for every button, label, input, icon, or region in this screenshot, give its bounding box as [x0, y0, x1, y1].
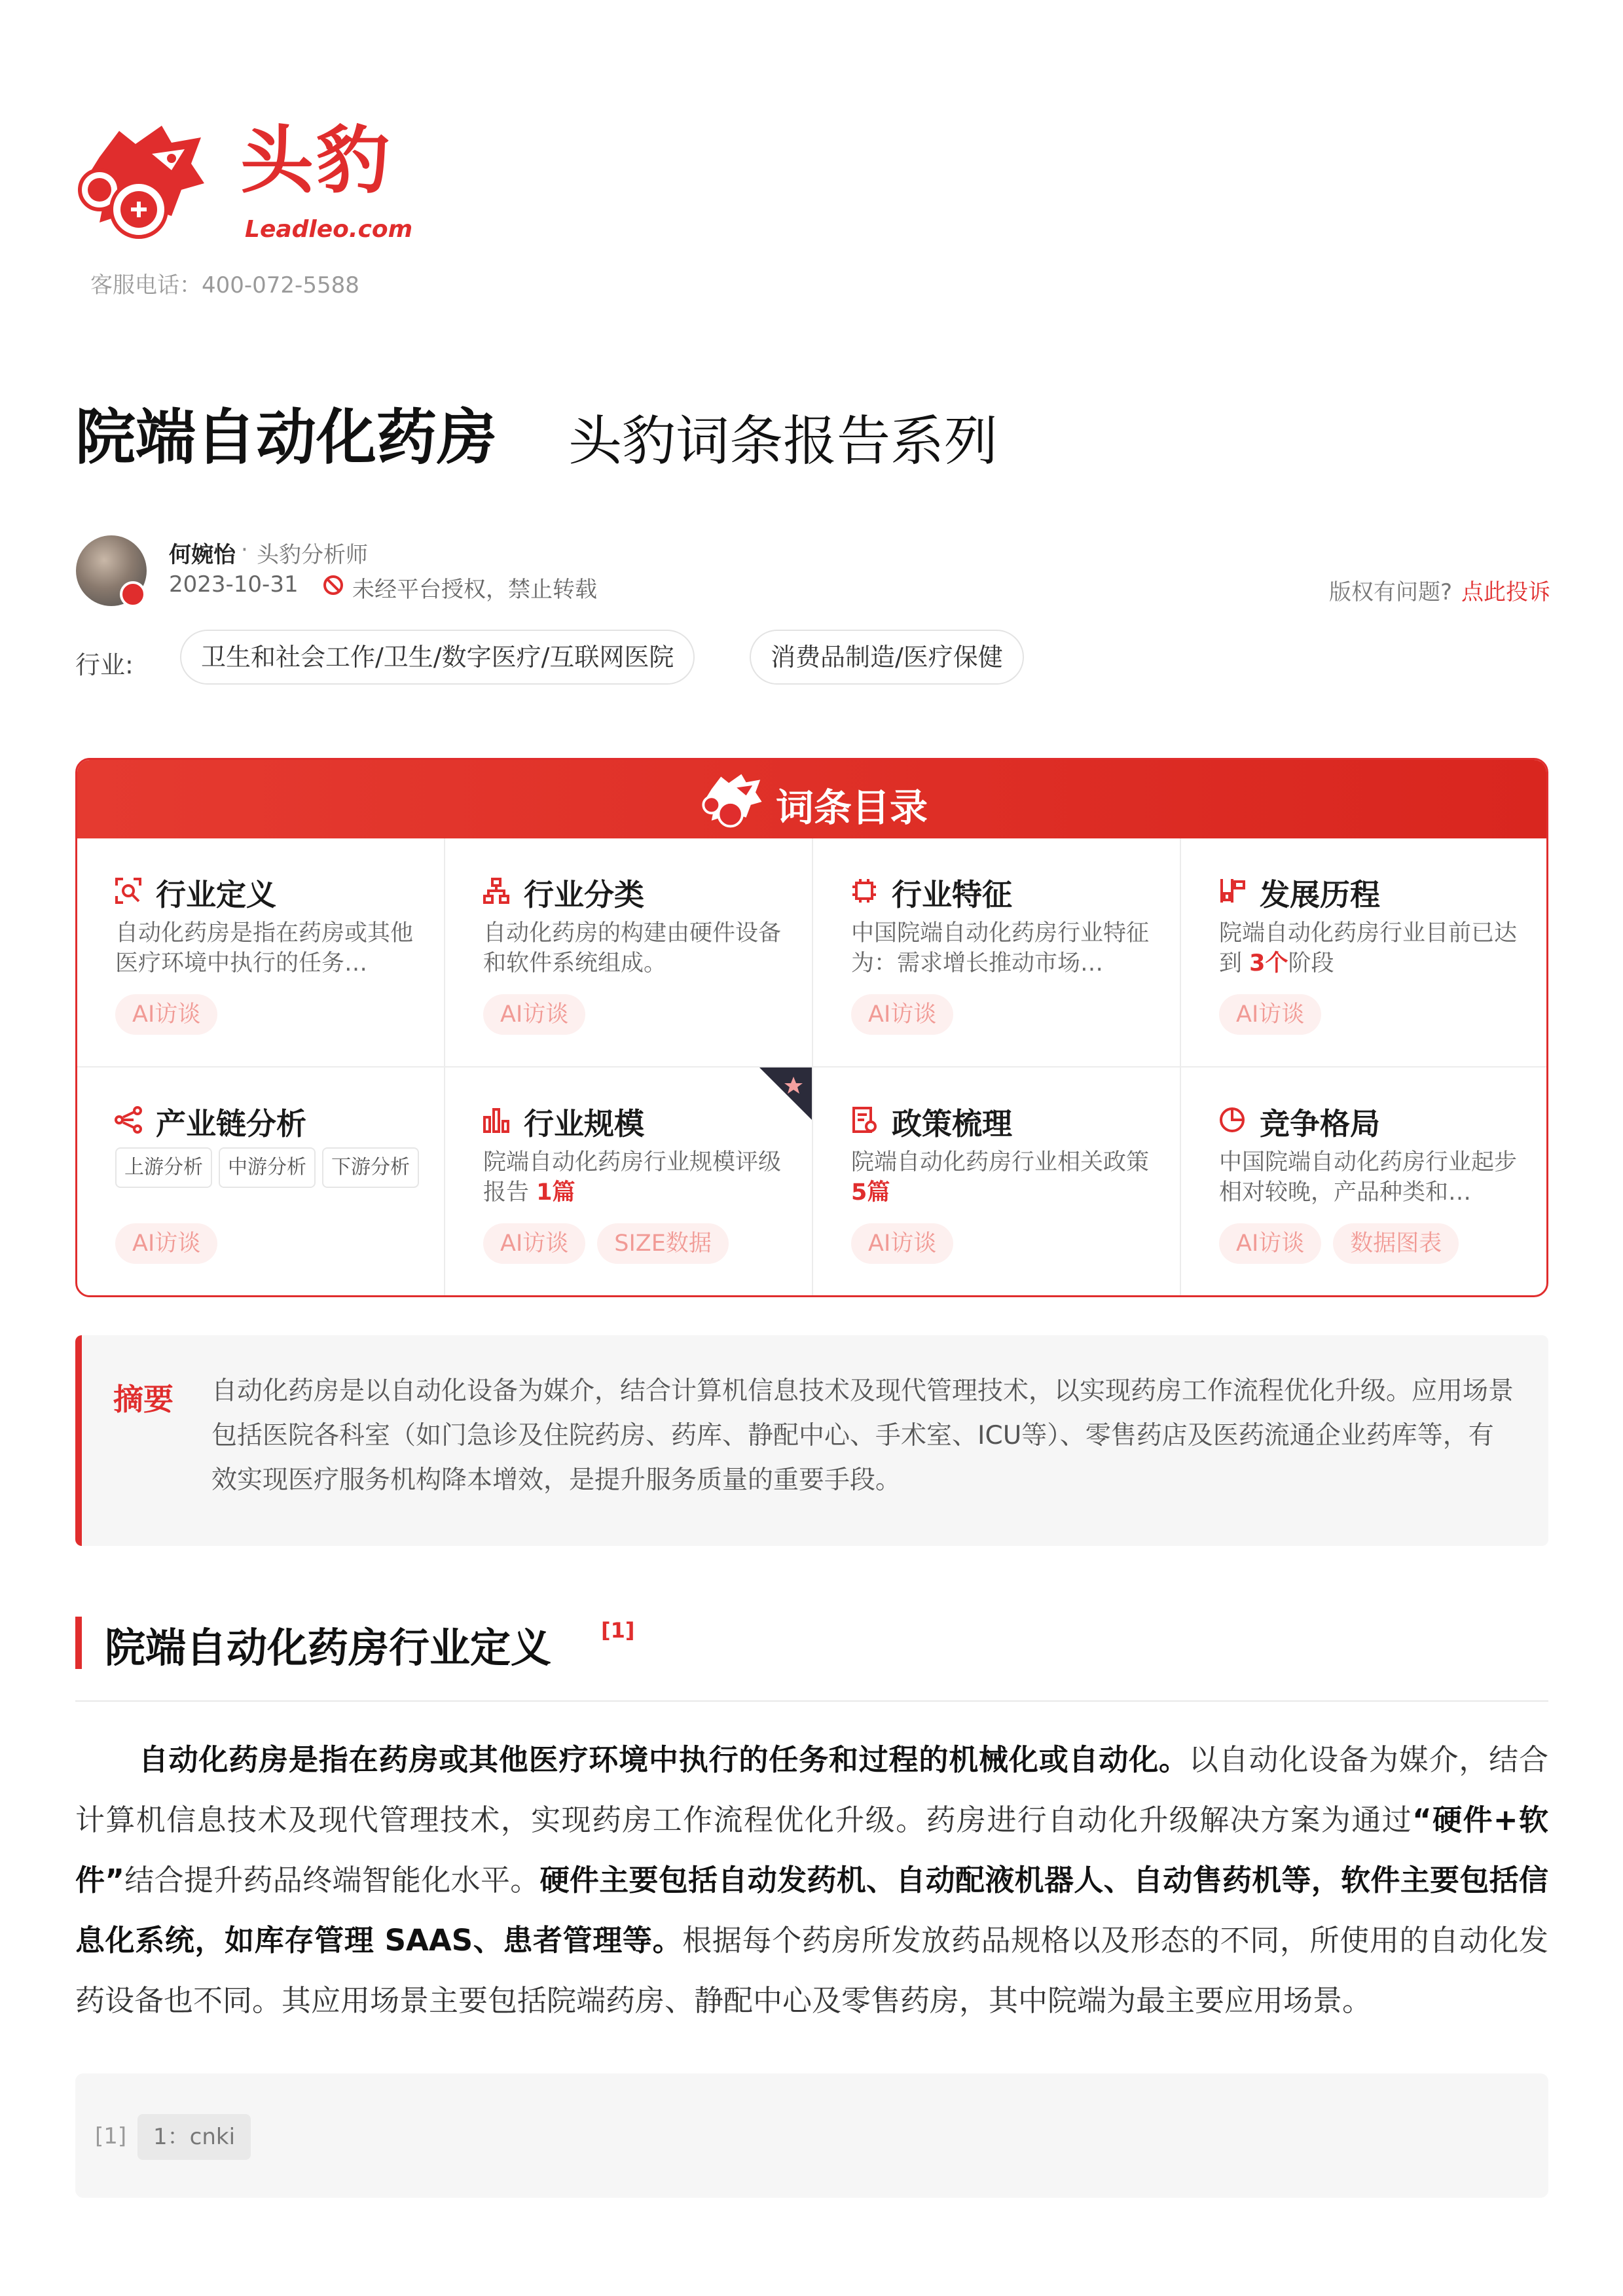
hierarchy-icon	[482, 876, 511, 905]
catalog-item-competition[interactable]	[1181, 1067, 1548, 1297]
catalog-item-title: 行业规模	[524, 1106, 644, 1141]
definition-paragraph: 自动化药房是指在药房或其他医疗环境中执行的任务和过程的机械化或自动化。以自动化设备为媒介，结合计算机信息技术及现代管理技术，实现药房工作流程优化升级。药房进行自动化升级解决方案为通过“硬件+软件”结合提升药品终端智能化水平。硬件主要包括自动发药机、自动配液机器人、自动售药机等，软件主要包括信息化系统，如库存管理 SAAS、患者管理等。根据每个药房所发放药品规格以及形态的不同，所使用的自动化发药设备也不同。其应用场景主要包括院端药房、静配中心及零售药房，其中院端为最主要应用场景。	[75, 1742, 1549, 2018]
summary-box	[75, 1335, 1548, 1546]
catalog-item-policy[interactable]	[813, 1067, 1181, 1297]
service-hotline: 客服电话：400-072-5588	[90, 272, 359, 298]
catalog-item-title: 产业链分析	[156, 1106, 306, 1141]
timeline-icon	[1218, 876, 1247, 905]
chip-icon	[850, 876, 879, 905]
catalog-item-desc: 中国院端自动化药房行业特征为：需求增长推动市场…	[851, 920, 1150, 977]
pie-icon	[1218, 1105, 1247, 1134]
complaint-link[interactable]: 点此投诉	[1461, 579, 1550, 605]
prohibited-icon	[322, 574, 344, 596]
catalog-item-scale[interactable]	[445, 1067, 813, 1297]
catalog-item-desc: 院端自动化药房行业目前已达到 3个阶段	[1219, 920, 1518, 977]
ai-interview-chip[interactable]: AI访谈	[483, 1223, 585, 1264]
section-accent-bar	[75, 1617, 82, 1669]
author-role: 头豹分析师	[257, 542, 368, 568]
catalog-item-desc: 院端自动化药房行业规模评级报告 1篇	[483, 1149, 782, 1206]
industry-label: 行业:	[75, 651, 134, 679]
catalog-item-title: 发展历程	[1260, 877, 1380, 912]
ai-interview-chip[interactable]: AI访谈	[1219, 994, 1321, 1035]
downstream-tag[interactable]: 下游分析	[322, 1147, 419, 1188]
author-separator: ·	[241, 537, 248, 563]
star-corner-icon	[759, 1067, 812, 1120]
catalog-title: 词条目录	[776, 785, 928, 830]
catalog-item-title: 行业分类	[524, 877, 644, 912]
section-divider	[75, 1700, 1548, 1702]
bar-chart-icon	[482, 1105, 511, 1134]
catalog-item-desc: 自动化药房的构建由硬件设备和软件系统组成。	[483, 920, 782, 977]
catalog-header	[77, 760, 1546, 838]
footnote-ref-link[interactable]: [1]	[601, 1618, 635, 1643]
catalog-item-title: 竞争格局	[1260, 1106, 1380, 1141]
size-data-chip[interactable]: SIZE数据	[597, 1223, 729, 1264]
catalog-item-title: 行业特征	[892, 877, 1012, 912]
catalog-item-characteristics[interactable]	[813, 838, 1181, 1067]
leopard-logo-icon	[73, 118, 211, 249]
industry-tag[interactable]: 消费品制造/医疗保健	[750, 630, 1024, 685]
ai-interview-chip[interactable]: AI访谈	[851, 994, 953, 1035]
search-doc-icon	[114, 876, 143, 905]
catalog-item-title: 政策梳理	[892, 1106, 1012, 1141]
section-title: 院端自动化药房行业定义	[105, 1624, 552, 1672]
footnote-number: [1]	[95, 2123, 127, 2149]
catalog-item-definition[interactable]	[77, 838, 445, 1067]
policy-doc-icon	[850, 1105, 879, 1134]
upstream-tag[interactable]: 上游分析	[115, 1147, 212, 1188]
publish-date: 2023-10-31	[169, 571, 299, 598]
author-name[interactable]: 何婉怡	[169, 542, 236, 568]
ai-interview-chip[interactable]: AI访谈	[115, 1223, 217, 1264]
footnote-source[interactable]: 1：cnki	[137, 2114, 251, 2160]
catalog-item-desc: 自动化药房是指在药房或其他医疗环境中执行的任务…	[115, 920, 414, 977]
catalog-item-classification[interactable]	[445, 838, 813, 1067]
footnote-box	[75, 2073, 1548, 2198]
leopard-logo-icon	[696, 770, 768, 833]
avatar-badge-icon	[120, 581, 146, 607]
summary-text: 自动化药房是以自动化设备为媒介，结合计算机信息技术及现代管理技术，以实现药房工作流程优化升级。应用场景包括医院各科室（如门急诊及住院药房、药库、静配中心、手术室、ICU等）、零售药店及医药流通企业药库等，有效实现医疗服务机构降本增效，是提升服务质量的重要手段。	[211, 1376, 1514, 1495]
brand-name-en: Leadleo.com	[245, 216, 413, 243]
catalog-item-title: 行业定义	[156, 877, 276, 912]
ai-interview-chip[interactable]: AI访谈	[115, 994, 217, 1035]
catalog-item-desc: 中国院端自动化药房行业起步相对较晚，产品种类和…	[1219, 1149, 1518, 1206]
reprint-restriction: 未经平台授权，禁止转载	[352, 577, 597, 603]
chain-icon	[114, 1105, 143, 1134]
catalog-grid	[77, 838, 1546, 1297]
report-title: 院端自动化药房	[75, 403, 498, 473]
ai-interview-chip[interactable]: AI访谈	[1219, 1223, 1321, 1264]
midstream-tag[interactable]: 中游分析	[219, 1147, 316, 1188]
copyright-question: 版权有问题?	[1329, 579, 1453, 605]
brand-logo[interactable]	[73, 118, 414, 249]
catalog-item-desc: 院端自动化药房行业相关政策 5篇	[851, 1149, 1150, 1206]
summary-accent-bar	[75, 1335, 82, 1546]
ai-interview-chip[interactable]: AI访谈	[483, 994, 585, 1035]
catalog-item-history[interactable]	[1181, 838, 1548, 1067]
catalog-card	[75, 758, 1548, 1297]
ai-interview-chip[interactable]: AI访谈	[851, 1223, 953, 1264]
summary-label: 摘要	[113, 1382, 173, 1417]
data-chart-chip[interactable]: 数据图表	[1333, 1223, 1459, 1264]
brand-name-cn: 头豹	[240, 118, 392, 204]
industry-tag[interactable]: 卫生和社会工作/卫生/数字医疗/互联网医院	[180, 630, 695, 685]
catalog-item-chain[interactable]	[77, 1067, 445, 1297]
report-series: 头豹词条报告系列	[568, 410, 998, 473]
